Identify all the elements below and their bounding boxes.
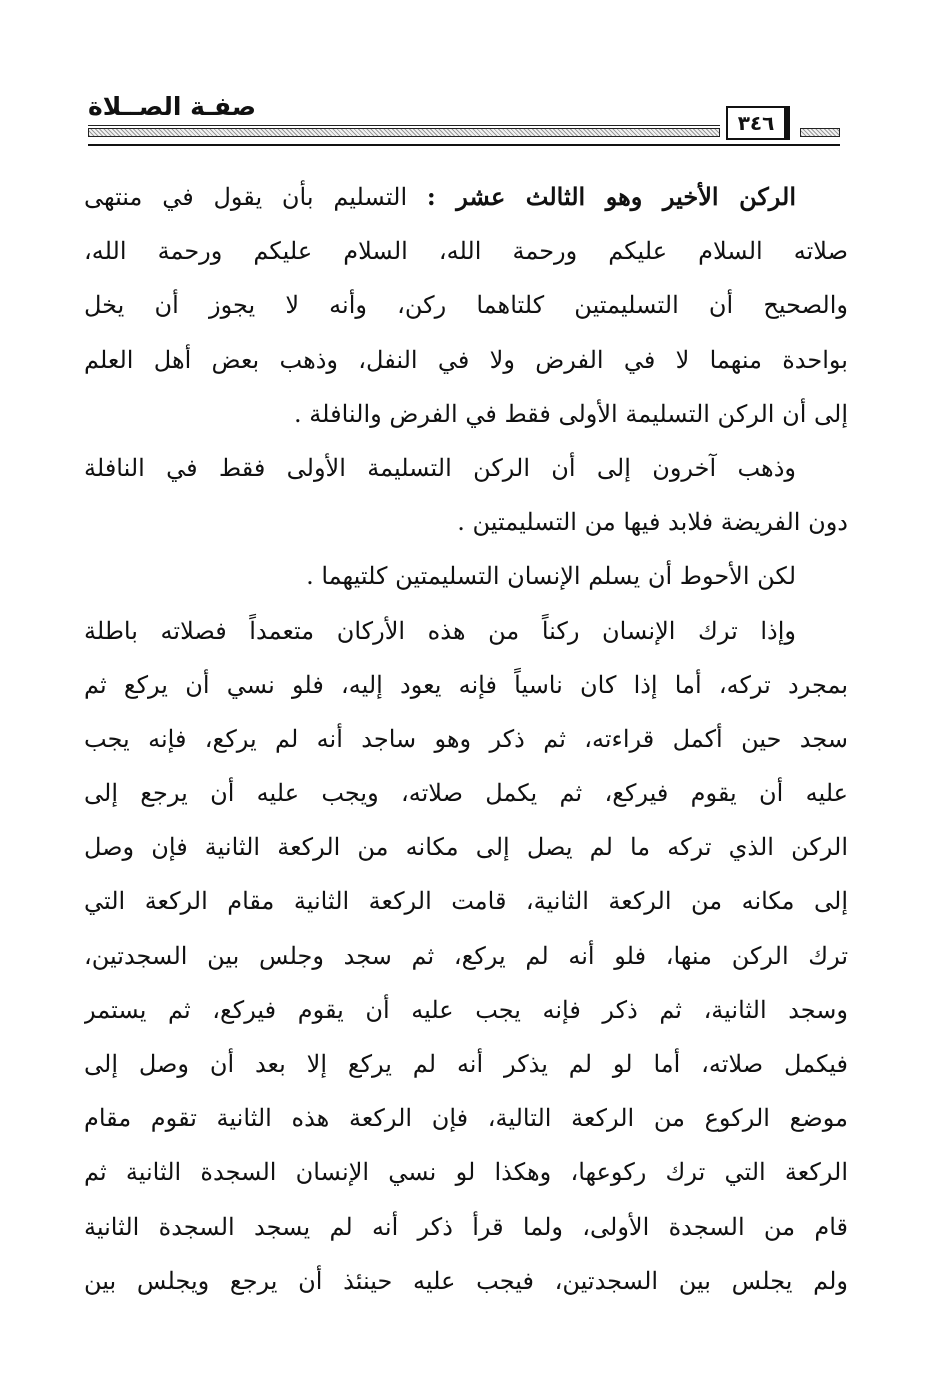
page-number: ٣٤٦: [737, 111, 775, 135]
text-line: عليه أن يقوم فيركع، ثم يكمل صلاته، ويجب عليه أن يرجع إلى: [84, 779, 848, 808]
text-line: ترك الركن منها، فلو أنه لم يركع، ثم سجد وجلس بين السجدتين،: [84, 941, 848, 970]
text-line: وإذا ترك الإنسان ركناً من هذه الأركان متعمداً فصلاته باطلة: [84, 616, 796, 645]
paragraph-1: [84, 170, 848, 441]
book-title: صفـة الصــلاة: [88, 92, 256, 121]
text-line: فيكمل صلاته، أما لو لم يذكر أنه لم يركع إلا بعد أن وصل إلى: [84, 1050, 848, 1078]
text-line: وسجد الثانية، ثم ذكر فإنه يجب عليه أن يقوم فيركع، ثم يستمر: [84, 995, 848, 1024]
page-body: [84, 170, 848, 1308]
paragraph-2: [84, 441, 848, 549]
running-header: [88, 92, 840, 152]
header-rule-top: [88, 125, 720, 126]
text-line: موضع الركوع من الركعة التالية، فإن الركعة هذه الثانية تقوم مقام: [84, 1104, 848, 1133]
text-line: صلاته السلام عليكم ورحمة الله، السلام عليكم ورحمة الله،: [84, 237, 848, 266]
text-line: قام من السجدة الأولى، ولما قرأ ذكر أنه لم يسجد السجدة الثانية: [84, 1212, 848, 1241]
text-line: الركن الذي تركه ما لم يصل إلى مكانه من الركعة الثانية فإن وصل: [84, 833, 848, 862]
text-line: وذهب آخرون إلى أن الركن التسليمة الأولى فقط في النافلة: [84, 453, 796, 482]
text-line: إلى أن الركن التسليمة الأولى فقط في الفرض والنافلة .: [294, 399, 848, 428]
text-line: [84, 170, 848, 224]
text-line: سجد حين أكمل قراءته، ثم ذكر وهو ساجد أنه لم يركع، فإنه يجب: [84, 724, 848, 753]
text-line: ولم يجلس بين السجدتين، فيجب عليه حينئذ أن يرجع ويجلس بين: [84, 1266, 848, 1295]
text-run: التسليم بأن يقول في منتهى: [84, 183, 427, 211]
text-line: إلى مكانه من الركعة الثانية، قامت الركعة الثانية مقام الركعة التي: [84, 887, 848, 916]
paragraph-3: [84, 549, 848, 603]
text-line: الركعة التي ترك ركوعها، وهكذا لو نسي الإنسان السجدة الثانية ثم: [84, 1158, 848, 1187]
header-rule-bottom: [88, 144, 840, 146]
text-line: بواحدة منهما لا في الفرض ولا في النفل، وذهب بعض أهل العلم: [84, 345, 848, 374]
text-line: والصحيح أن التسليمتين كلتاهما ركن، وأنه لا يجوز أن يخل: [84, 291, 848, 320]
text-line: بمجرد تركه، أما إذا كان ناسياً فإنه يعود إليه، فلو نسي أن يركع ثم: [84, 670, 848, 699]
text-line: لكن الأحوط أن يسلم الإنسان التسليمتين كلتيهما .: [306, 562, 796, 591]
page-number-box: [726, 106, 790, 140]
paragraph-4: [84, 604, 848, 1308]
section-heading: الركن الأخير وهو الثالث عشر :: [426, 182, 797, 211]
text-line: دون الفريضة فلابد فيها من التسليمتين .: [457, 508, 848, 537]
header-ornament-band: [88, 128, 720, 137]
header-ornament-band-end: [800, 128, 840, 137]
